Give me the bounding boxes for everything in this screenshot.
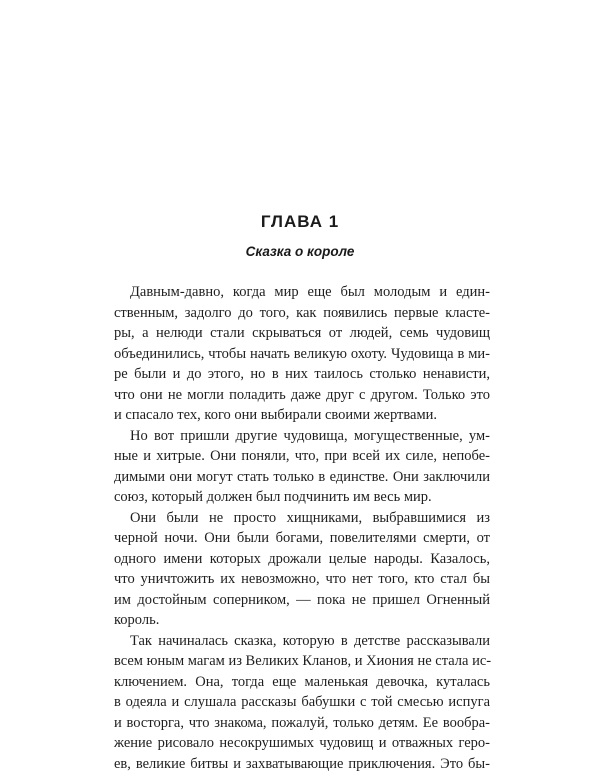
text-line: Они были не просто хищниками, выбравшимися из xyxy=(114,508,490,529)
text-line: Давным-давно, когда мир еще был молодым и един- xyxy=(114,282,490,303)
chapter-subtitle: Сказка о короле xyxy=(0,244,600,259)
text-line: объединились, чтобы начать великую охоту. Чудовища в ми- xyxy=(114,344,490,365)
text-line: Но вот пришли другие чудовища, могущественные, ум- xyxy=(114,426,490,447)
text-line: димыми они могут стать только в единстве. Они заключили xyxy=(114,467,490,488)
text-line: в одеяла и слушала рассказы бабушки с той смесью испуга xyxy=(114,692,490,713)
text-line: всем юным магам из Великих Кланов, и Хиония не стала ис- xyxy=(114,651,490,672)
text-line: союз, который должен был подчинить им весь мир. xyxy=(114,487,490,508)
text-line: ные и хитрые. Они поняли, что, при всей их силе, непобе- xyxy=(114,446,490,467)
text-line: ключением. Она, тогда еще маленькая девочка, куталась xyxy=(114,672,490,693)
text-line: им достойным соперником, — пока не пришел Огненный xyxy=(114,590,490,611)
text-line: ственным, задолго до того, как появились первые класте- xyxy=(114,303,490,324)
text-line: что уничтожить их невозможно, что нет того, кто стал бы xyxy=(114,569,490,590)
text-line: ре были и до этого, но в них таилось столько ненависти, xyxy=(114,364,490,385)
text-line: одного имени которых дрожали целые народы. Казалось, xyxy=(114,549,490,570)
text-line: черной ночи. Они были богами, повелителями смерти, от xyxy=(114,528,490,549)
text-line: король. xyxy=(114,610,490,631)
body-text xyxy=(114,282,490,774)
text-line: ры, а нелюди стали скрываться от людей, семь чудовищ xyxy=(114,323,490,344)
text-line: ев, великие битвы и захватывающие приключения. Это бы- xyxy=(114,754,490,774)
text-line: что они не могли поладить даже друг с другом. Только это xyxy=(114,385,490,406)
text-line: и восторга, что знакома, пожалуй, только детям. Ее вообра- xyxy=(114,713,490,734)
text-line: Так начиналась сказка, которую в детстве рассказывали xyxy=(114,631,490,652)
text-line: жение рисовало несокрушимых чудовищ и отважных геро- xyxy=(114,733,490,754)
text-line: и спасало тех, кого они выбирали своими жертвами. xyxy=(114,405,490,426)
chapter-title: ГЛАВА 1 xyxy=(0,212,600,232)
